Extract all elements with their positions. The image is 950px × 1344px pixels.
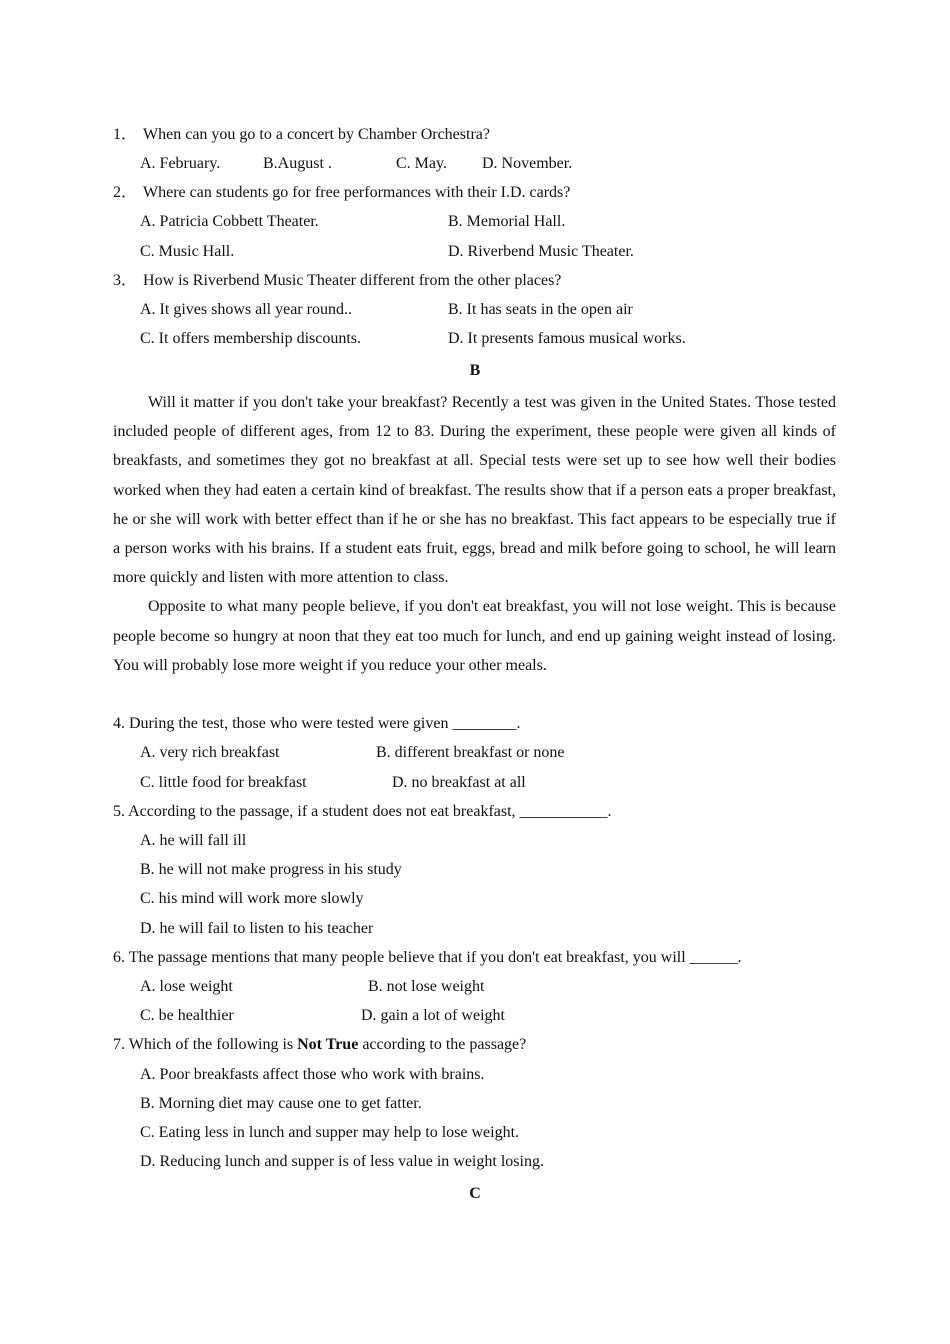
option-b: B.August . [263,155,332,172]
question-number: 3． [113,272,138,289]
option-d: D. November. [482,155,573,172]
question-7 [113,1035,526,1055]
option-a: A. Poor breakfasts affect those who work with brains. [140,1066,485,1083]
option-d: D. no breakfast at all [392,774,526,791]
question-text: When can you go to a concert by Chamber Orchestra? [143,126,490,143]
question-4: 4. During the test, those who were tested were given ________. [113,715,521,732]
option-c: C. May. [396,155,447,172]
question-text-pre: 7. Which of the following is [113,1036,298,1053]
passage-b [113,388,836,680]
option-d: D. Reducing lunch and supper is of less value in weight losing. [140,1153,544,1170]
question-number: 1． [113,126,138,143]
option-d: D. he will fail to listen to his teacher [140,920,374,937]
option-b: B. different breakfast or none [376,744,565,761]
option-a: A. lose weight [140,978,233,995]
question-emphasis: Not True [297,1036,359,1053]
option-a: A. It gives shows all year round.. [140,301,352,318]
option-b: B. It has seats in the open air [448,301,633,318]
option-c: C. Music Hall. [140,243,235,260]
option-d: D. gain a lot of weight [361,1007,505,1024]
option-a: A. Patricia Cobbett Theater. [140,213,319,230]
question-2 [113,183,570,203]
question-5: 5. According to the passage, if a student does not eat breakfast, ___________. [113,803,612,820]
question-text: How is Riverbend Music Theater different from the other places? [143,272,562,289]
question-6: 6. The passage mentions that many people believe that if you don't eat breakfast, you will ______. [113,949,742,966]
passage-paragraph-1: Will it matter if you don't take your breakfast? Recently a test was given in the United States. Those tested included people of different ages, from 12 to 83. During the experiment, these people were given all kinds of breakfasts, and sometimes they got no breakfast at all. Special tests were set up to see how well their bodies worked when they had eaten a certain kind of breakfast. The results show that if a person eats a proper breakfast, he or she will work with better effect than if he or she has no breakfast. This fact appears to be especially true if a person works with his brains. If a student eats fruit, eggs, bread and milk before going to school, he will learn more quickly and listen with more attention to class. [113,394,836,587]
option-a: A. he will fall ill [140,832,247,849]
option-b: B. he will not make progress in his study [140,861,402,878]
section-heading-b: B [469,362,481,379]
option-c: C. Eating less in lunch and supper may help to lose weight. [140,1124,520,1141]
option-a: A. February. [140,155,221,172]
option-c: C. be healthier [140,1007,234,1024]
option-c: C. It offers membership discounts. [140,330,362,347]
question-3 [113,271,561,291]
option-a: A. very rich breakfast [140,744,280,761]
question-number: 2． [113,184,138,201]
option-d: D. It presents famous musical works. [448,330,686,347]
question-text: Where can students go for free performances with their I.D. cards? [143,184,571,201]
question-text-post: according to the passage? [358,1036,527,1053]
option-d: D. Riverbend Music Theater. [448,243,634,260]
option-b: B. Memorial Hall. [448,213,566,230]
passage-paragraph-2: Opposite to what many people believe, if you don't eat breakfast, you will not lose weight. This is because people become so hungry at noon that they eat too much for lunch, and end up gaining weight instead of losing. You will probably lose more weight if you reduce your other meals. [113,598,836,674]
option-b: B. Morning diet may cause one to get fatter. [140,1095,422,1112]
section-heading-c: C [469,1185,481,1202]
question-1 [113,125,490,145]
option-c: C. little food for breakfast [140,774,307,791]
option-c: C. his mind will work more slowly [140,890,364,907]
option-b: B. not lose weight [368,978,485,995]
